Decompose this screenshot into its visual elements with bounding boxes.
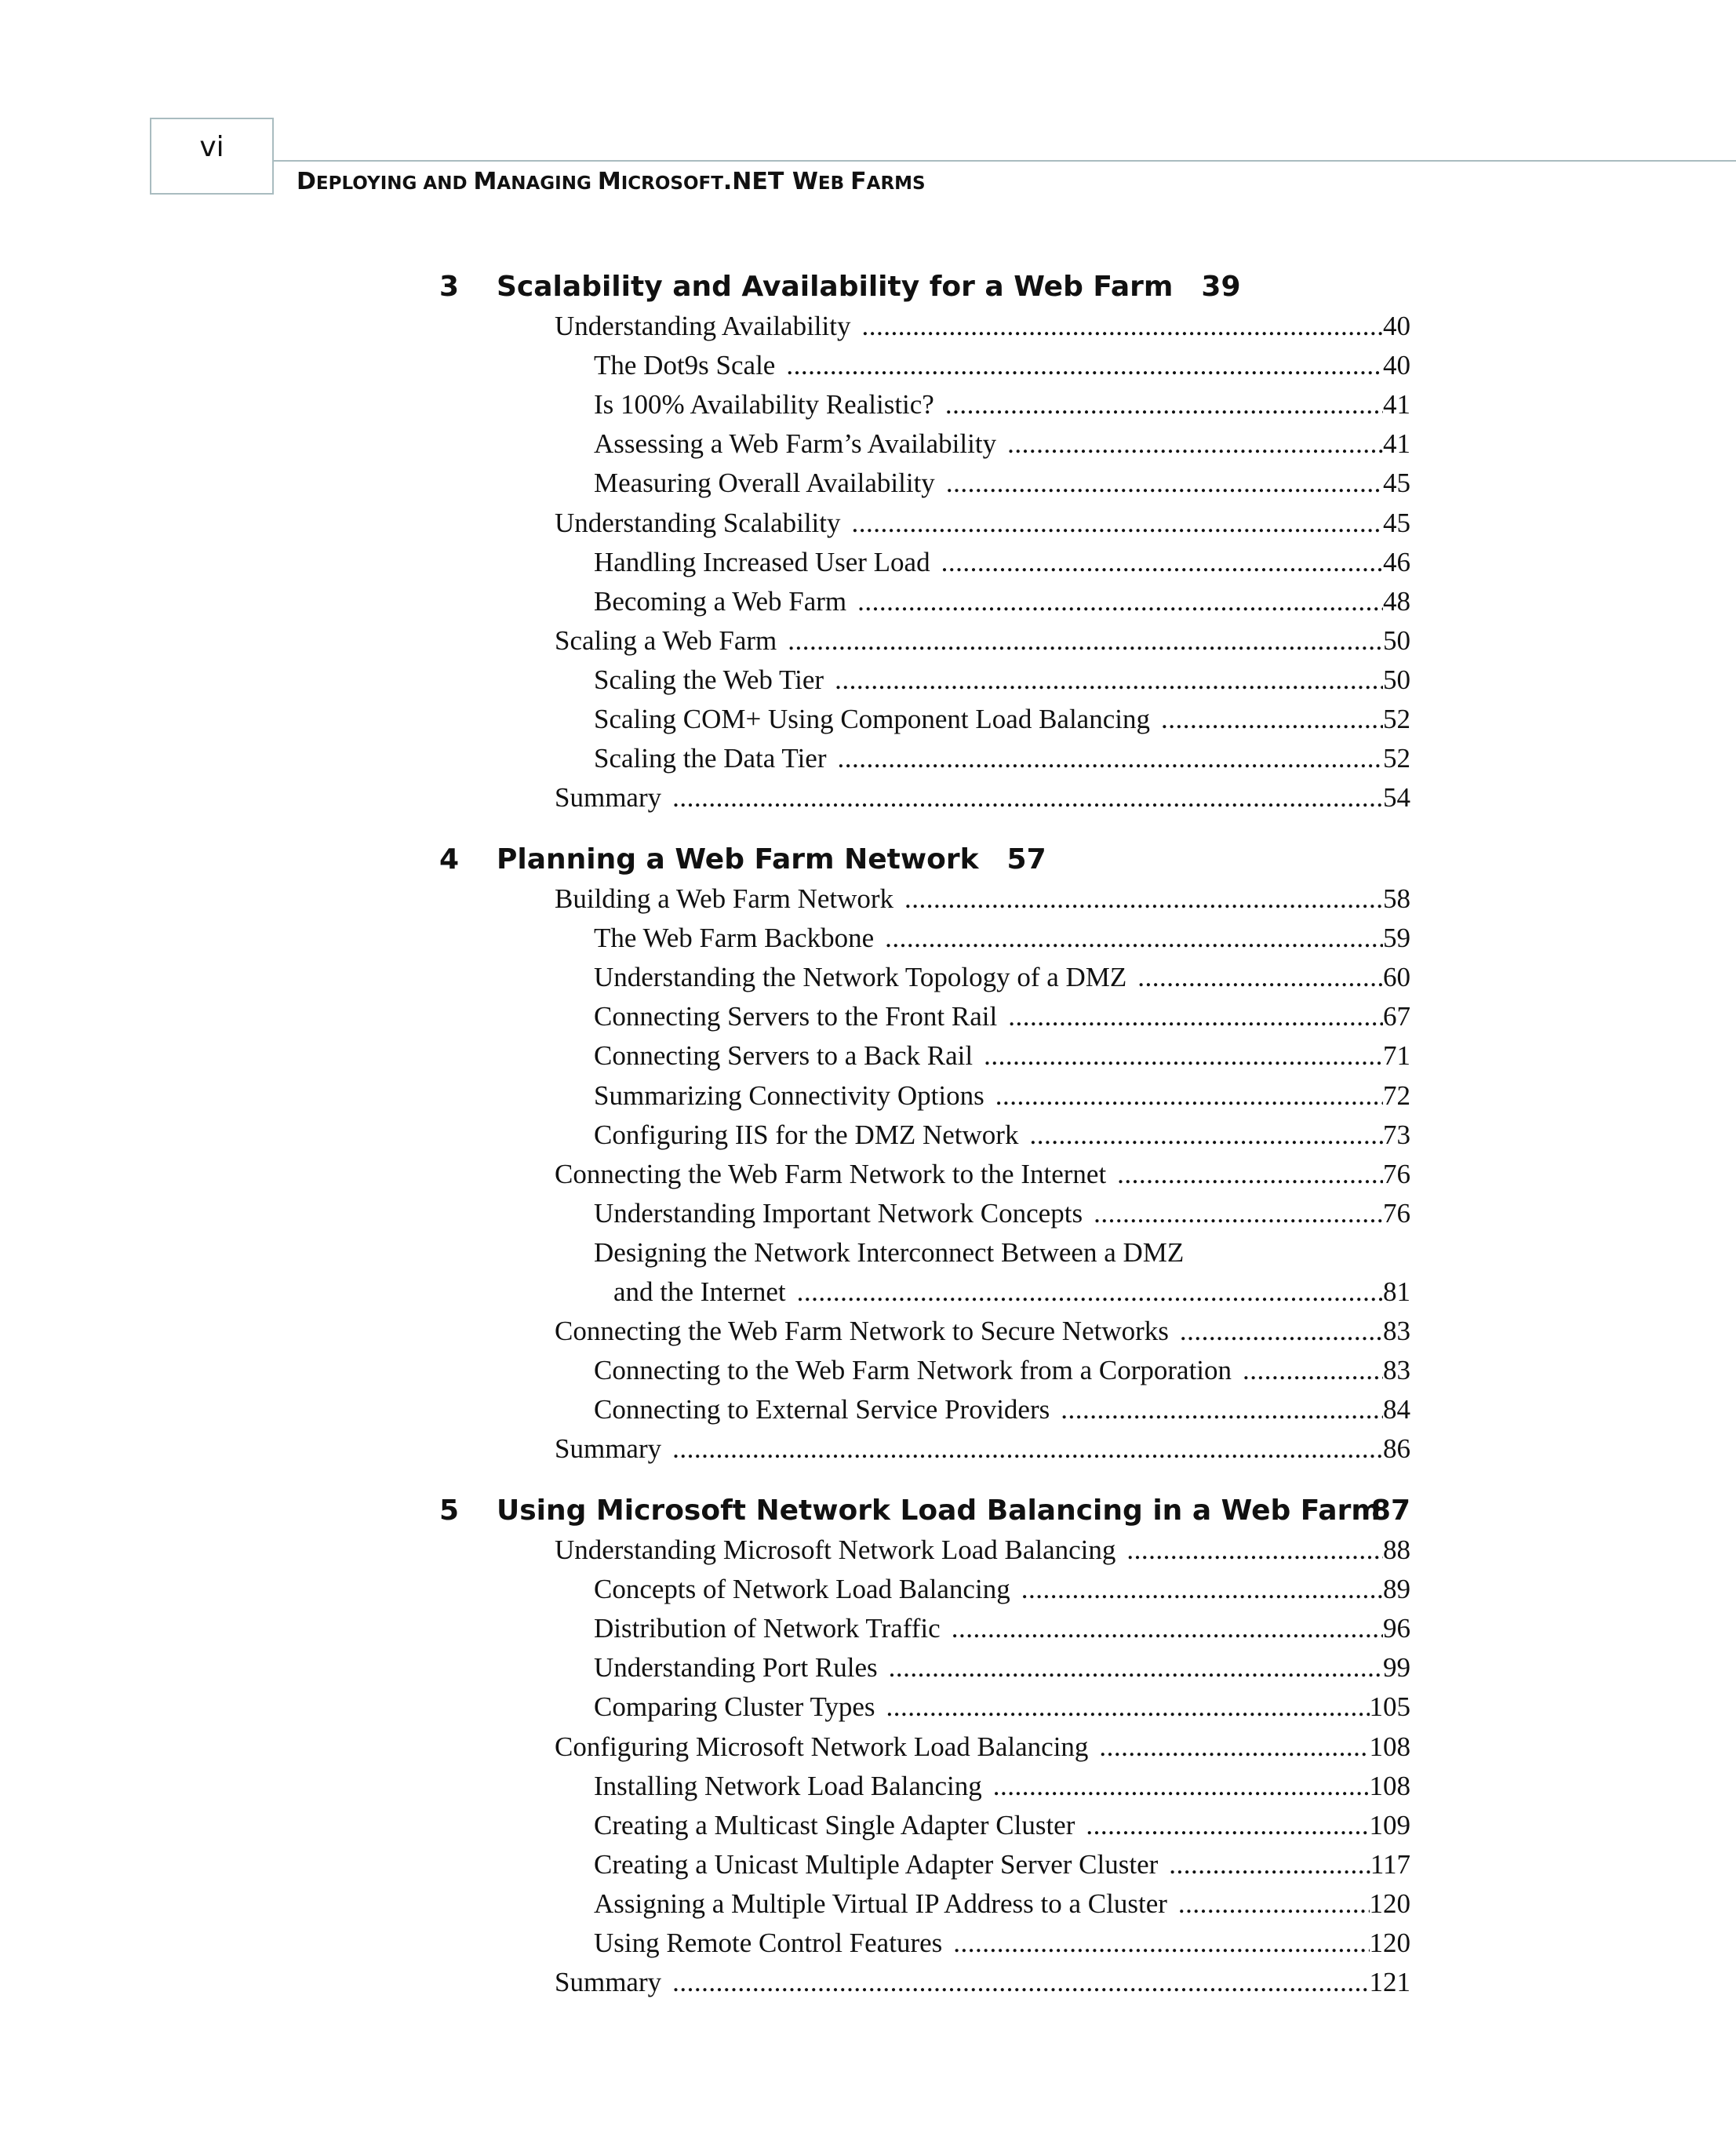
chapter-title: Using Microsoft Network Load Balancing in a Web Farm — [497, 1494, 1381, 1527]
running-head-part: EB — [817, 173, 851, 194]
toc-entry — [594, 582, 1410, 621]
toc-entry-title: Installing Network Load Balancing — [594, 1770, 982, 1801]
toc-entry-title: Understanding Availability — [555, 311, 851, 341]
dot-leader — [1117, 1155, 1383, 1194]
toc-entry-page: 60 — [1383, 962, 1410, 993]
page-number: vi — [199, 131, 224, 163]
running-head-part: ANAGING — [497, 173, 598, 194]
dot-leader — [786, 346, 1383, 385]
chapter-page: 87 — [1370, 1494, 1410, 1527]
toc-entry-title: The Web Farm Backbone — [594, 923, 875, 954]
toc-entry — [594, 1609, 1410, 1648]
dot-leader — [1099, 1728, 1369, 1767]
toc-entry — [555, 1728, 1410, 1767]
toc-entry-page: 76 — [1383, 1197, 1410, 1229]
toc-entry — [555, 1155, 1410, 1194]
toc-entry-page: 52 — [1383, 704, 1410, 734]
toc-entry-title: Using Remote Control Features — [594, 1928, 943, 1958]
dot-leader — [1169, 1845, 1370, 1884]
running-head-part: ARMS — [866, 173, 926, 194]
toc-entry-page: 89 — [1383, 1574, 1410, 1605]
toc-entry-title: Comparing Cluster Types — [594, 1691, 875, 1723]
dot-leader — [672, 1429, 1383, 1469]
toc-entry-page: 120 — [1369, 1928, 1410, 1958]
running-head-part: D — [297, 168, 316, 195]
toc-entry — [594, 543, 1410, 582]
toc-entry-title: Measuring Overall Availability — [594, 468, 935, 499]
toc-entry — [594, 1036, 1410, 1076]
toc-entry-page: 81 — [1383, 1276, 1410, 1307]
toc-entry-title: The Dot9s Scale — [594, 350, 776, 381]
toc-entry-page: 46 — [1383, 546, 1410, 577]
dot-leader — [1008, 997, 1383, 1036]
toc-entry-title: Connecting Servers to a Back Rail — [594, 1040, 974, 1072]
toc-entry — [555, 778, 1410, 817]
toc-entry-page: 108 — [1369, 1731, 1410, 1762]
running-head-part: F — [850, 168, 867, 195]
toc-entry-line: Designing the Network Interconnect Between a DMZ — [594, 1236, 1185, 1268]
toc-entry-title: Understanding Important Network Concepts — [594, 1197, 1083, 1229]
dot-leader — [1086, 1806, 1369, 1845]
dot-leader — [852, 504, 1383, 543]
toc-entry-title: Distribution of Network Traffic — [594, 1613, 941, 1644]
chapter-heading — [439, 265, 1412, 309]
toc-entry — [594, 424, 1410, 464]
dot-leader — [1180, 1312, 1383, 1351]
chapter-heading — [439, 1489, 1412, 1533]
dot-leader — [984, 1036, 1383, 1076]
toc-entry-title: Configuring Microsoft Network Load Balancing — [555, 1731, 1089, 1762]
dot-leader — [835, 661, 1383, 700]
toc-entry-title: Connecting the Web Farm Network to the Internet — [555, 1158, 1107, 1189]
toc-entry — [594, 385, 1410, 424]
toc-entry-page: 45 — [1383, 507, 1410, 538]
toc-entry-page: 73 — [1383, 1119, 1410, 1150]
toc-entry-title: Assessing a Web Farm’s Availability — [594, 428, 997, 460]
toc-entry-title: Becoming a Web Farm — [594, 585, 847, 617]
dot-leader — [788, 621, 1383, 661]
toc-entry — [594, 700, 1410, 739]
dot-leader — [857, 582, 1383, 621]
toc-entry-title: Connecting to External Service Providers — [594, 1394, 1050, 1425]
toc-entry — [594, 739, 1410, 778]
dot-leader — [861, 307, 1383, 346]
toc-entry-page: 71 — [1383, 1040, 1410, 1072]
dot-leader — [889, 1648, 1383, 1687]
dot-leader — [1137, 958, 1383, 997]
toc-entry-title: Creating a Unicast Multiple Adapter Server Cluster — [594, 1848, 1159, 1880]
toc-entry — [555, 1963, 1410, 2002]
toc-entry — [555, 1312, 1410, 1351]
dot-leader — [1021, 1570, 1383, 1609]
toc-entry — [594, 1390, 1410, 1429]
toc-entry-page: 72 — [1383, 1079, 1410, 1111]
toc-entry-page: 41 — [1383, 428, 1410, 460]
dot-leader — [672, 1963, 1369, 2002]
toc-entry — [594, 661, 1410, 700]
toc-entry-page: 40 — [1383, 311, 1410, 341]
toc-entry-title: Connecting the Web Farm Network to Secure Networks — [555, 1316, 1169, 1347]
toc-entry — [594, 997, 1410, 1036]
dot-leader — [1029, 1116, 1383, 1155]
toc-entry-page: 41 — [1383, 389, 1410, 420]
toc-entry — [555, 504, 1410, 543]
toc-entry-page: 96 — [1383, 1613, 1410, 1644]
running-head-part: EPLOYING AND — [315, 173, 474, 194]
dot-leader — [1094, 1194, 1383, 1233]
toc-entry — [594, 1687, 1410, 1727]
toc-entry-title: Building a Web Farm Network — [555, 883, 894, 914]
toc-entry-page: 117 — [1370, 1848, 1410, 1880]
toc-entry-page: 59 — [1383, 923, 1410, 954]
chapter-title: Planning a Web Farm Network 57 — [497, 843, 1046, 876]
toc-entry — [594, 1648, 1410, 1687]
dot-leader — [886, 1687, 1370, 1727]
toc-entry — [594, 464, 1410, 503]
toc-entry — [594, 1767, 1410, 1806]
dot-leader — [946, 464, 1383, 503]
toc-entry-page: 50 — [1383, 664, 1410, 695]
toc-entry-page: 58 — [1383, 883, 1410, 914]
toc-entry-title: and the Internet — [613, 1276, 786, 1307]
toc-entry-title: Understanding Scalability — [555, 507, 841, 538]
toc-entry-title: Concepts of Network Load Balancing — [594, 1574, 1010, 1605]
toc-entry-page: 76 — [1383, 1158, 1410, 1189]
toc-entry-title: Scaling the Data Tier — [594, 743, 827, 774]
chapter-number: 3 — [439, 271, 460, 303]
toc-entry-title: Connecting to the Web Farm Network from a Corporation — [594, 1355, 1232, 1386]
toc-entry — [594, 1570, 1410, 1609]
toc-entry — [594, 919, 1410, 958]
toc-entry-page: 40 — [1383, 350, 1410, 381]
toc-entry — [594, 346, 1410, 385]
toc-entry-page: 50 — [1383, 624, 1410, 656]
dot-leader — [952, 1609, 1383, 1648]
toc-entry-title: Is 100% Availability Realistic? — [594, 389, 934, 420]
dot-leader — [1161, 700, 1383, 739]
toc-entry-page: 83 — [1383, 1355, 1410, 1386]
toc-entry-page: 83 — [1383, 1316, 1410, 1347]
toc-entry — [555, 307, 1410, 346]
toc-entry-title: Handling Increased User Load — [594, 546, 930, 577]
running-head-part: M — [597, 168, 621, 195]
running-head-part: ICROSOFT — [621, 173, 723, 194]
toc-entry — [555, 879, 1410, 919]
toc-entry-title: Configuring IIS for the DMZ Network — [594, 1119, 1019, 1150]
dot-leader — [1126, 1531, 1383, 1570]
dot-leader — [941, 543, 1383, 582]
toc-entry — [594, 1194, 1410, 1233]
toc-entry-page: 105 — [1369, 1691, 1410, 1723]
dot-leader — [1178, 1884, 1370, 1924]
toc-entry-title: Understanding the Network Topology of a DMZ — [594, 962, 1127, 993]
dot-leader — [1243, 1351, 1383, 1390]
dot-leader — [885, 919, 1383, 958]
toc-entry-page: 86 — [1383, 1433, 1410, 1465]
toc-entry-page: 67 — [1383, 1001, 1410, 1032]
toc-entry-title: Summarizing Connectivity Options — [594, 1079, 984, 1111]
dot-leader — [995, 1076, 1383, 1116]
toc-entry — [594, 1806, 1410, 1845]
toc-entry — [555, 1531, 1410, 1570]
toc-entry — [594, 1884, 1410, 1924]
toc-entry-title: Scaling a Web Farm — [555, 624, 777, 656]
toc-entry-title: Understanding Port Rules — [594, 1652, 878, 1684]
dot-leader — [953, 1924, 1369, 1963]
dot-leader — [1007, 424, 1383, 464]
dot-leader — [1061, 1390, 1383, 1429]
toc-entry — [555, 621, 1410, 661]
toc-entry — [555, 1429, 1410, 1469]
toc-entry-title: Summary — [555, 1967, 662, 1998]
chapter-page: 39 — [1201, 271, 1241, 303]
chapter-number: 5 — [439, 1494, 460, 1527]
toc-entry-page: 45 — [1383, 468, 1410, 499]
chapter-page: 57 — [1006, 843, 1046, 876]
toc-entry-page: 108 — [1369, 1770, 1410, 1801]
toc-entry-title: Connecting Servers to the Front Rail — [594, 1001, 998, 1032]
dot-leader — [797, 1272, 1383, 1312]
dot-leader — [672, 778, 1383, 817]
toc-entry-page: 109 — [1369, 1809, 1410, 1840]
toc-entry-title: Understanding Microsoft Network Load Balancing — [555, 1535, 1116, 1565]
toc-entry-page: 120 — [1369, 1888, 1410, 1919]
dot-leader — [904, 879, 1383, 919]
toc-entry — [594, 958, 1410, 997]
dot-leader — [838, 739, 1384, 778]
toc-entry — [613, 1272, 1410, 1312]
toc-entry-page: 52 — [1383, 743, 1410, 774]
toc-entry-title: Creating a Multicast Single Adapter Cluster — [594, 1809, 1075, 1840]
toc-entry-page: 54 — [1383, 782, 1410, 814]
dot-leader — [945, 385, 1383, 424]
toc-entry-title: Summary — [555, 782, 662, 814]
toc-entry-page: 88 — [1383, 1535, 1410, 1565]
toc-entry-title: Scaling the Web Tier — [594, 664, 824, 695]
toc-entry — [594, 1351, 1410, 1390]
toc-entry-page: 99 — [1383, 1652, 1410, 1684]
dot-leader — [993, 1767, 1370, 1806]
toc-entry-title: Scaling COM+ Using Component Load Balancing — [594, 704, 1150, 734]
running-head-part: M — [473, 168, 497, 195]
chapter-number: 4 — [439, 843, 460, 876]
toc-entry-title: Assigning a Multiple Virtual IP Address to a Cluster — [594, 1888, 1167, 1919]
toc-entry — [594, 1116, 1410, 1155]
toc-entry-page: 48 — [1383, 585, 1410, 617]
toc-entry-page: 121 — [1369, 1967, 1410, 1998]
toc-entry-title: Summary — [555, 1433, 662, 1465]
running-head-part: .NET — [722, 168, 792, 195]
chapter-heading — [439, 838, 1412, 882]
toc-entry-page: 84 — [1383, 1394, 1410, 1425]
chapter-title: Scalability and Availability for a Web Farm 39 — [497, 271, 1241, 303]
toc-entry — [594, 1845, 1410, 1884]
toc-entry — [594, 1924, 1410, 1963]
running-head-part: W — [792, 168, 818, 195]
toc-entry — [594, 1076, 1410, 1116]
